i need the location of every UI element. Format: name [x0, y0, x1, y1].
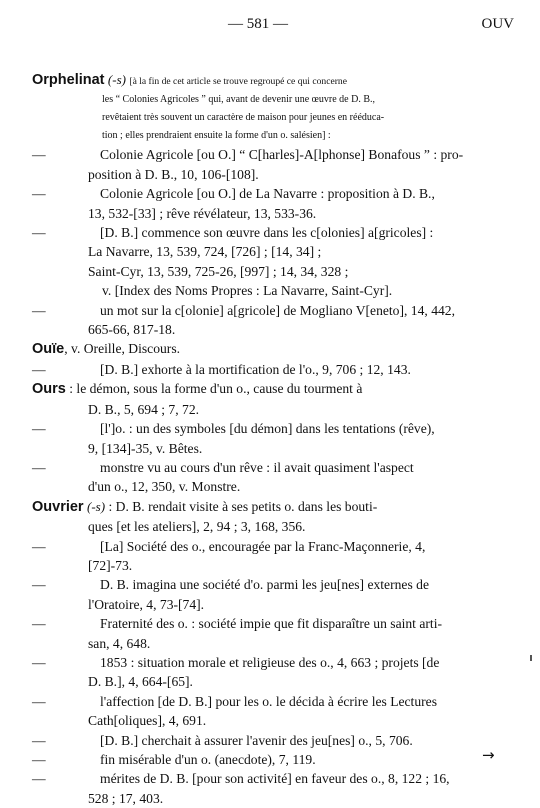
subentry: — Colonie Agricole [ou O.] de La Navarre : proposition à D. B., — [32, 186, 435, 202]
subentry: — fin misérable d'un o. (anecdote), 7, 119. — [32, 752, 316, 767]
subentry-cont: san, 4, 648. — [88, 635, 151, 651]
continue-arrow-icon: → — [482, 746, 495, 764]
entry-note: les “ Colonies Agricoles ” qui, avant de devenir une œuvre de D. B., — [102, 94, 375, 106]
subentry-cont: 665-66, 817-18. — [88, 322, 176, 338]
subentry: — [D. B.] exhorte à la mortification de l'o., 9, 706 ; 12, 143. — [32, 361, 411, 377]
subentry: — Fraternité des o. : société impie que fit disparaître un saint arti- — [32, 616, 443, 632]
subentry: — Colonie Agricole [ou O.] “ C[harles]-A[lphonse] Bonafous ” : pro- — [32, 147, 464, 163]
subentry-cont: position à D. B., 10, 106-[108]. — [88, 166, 259, 182]
subentry: — l'affection [de D. B.] pour les o. le décida à écrire les Lectures — [32, 693, 437, 709]
subentry: — [D. B.] cherchait à assurer l'avenir des jeu[nes] o., 5, 706. — [32, 732, 413, 748]
entry-plural-mark: (-s) — [107, 72, 126, 87]
subentry-cont: 528 ; 17, 403. — [88, 790, 164, 806]
page-number: — 581 — — [228, 16, 288, 32]
entry-note: tion ; elles prendraient ensuite la forme d'un o. salésien] : — [102, 130, 331, 142]
entry-text-cont: ques [et les ateliers], 2, 94 ; 3, 168, 356. — [88, 519, 306, 535]
subentry: — un mot sur la c[olonie] a[gricole] de Mogliano V[eneto], 14, 442, — [32, 302, 455, 318]
subentry-cont: l'Oratoire, 4, 73-[74]. — [88, 596, 205, 612]
subentry-cont: Cath[oliques], 4, 691. — [88, 713, 207, 729]
subentry: — monstre vu au cours d'un rêve : il avait quasiment l'aspect — [32, 459, 414, 475]
entry-orphelinat — [32, 70, 510, 339]
subentry: — D. B. imagina une société d'o. parmi les jeu[nes] externes de — [32, 577, 429, 593]
entry-headline — [32, 339, 510, 359]
entry-head: Ours — [32, 381, 66, 398]
index-content — [32, 70, 510, 808]
subentry-cont: 13, 532-[33] ; rêve révélateur, 13, 533-36. — [88, 205, 317, 221]
entry-text: , v. Oreille, Discours. — [64, 341, 181, 357]
subentry-cont: D. B.], 4, 664-[65]. — [88, 674, 193, 690]
entry-note: revêtaient très souvent un caractère de maison pour jeunes en rééduca- — [102, 112, 385, 124]
entry-ouie — [32, 339, 510, 379]
running-head: OUV — [481, 16, 514, 32]
subentry-cont: d'un o., 12, 350, v. Monstre. — [88, 479, 241, 495]
entry-text: : le démon, sous la forme d'un o., cause du tourment à — [65, 381, 363, 397]
entry-plural-mark: (-s) — [87, 498, 106, 514]
entry-ouvrier — [32, 497, 510, 808]
subentry-cont: Saint-Cyr, 13, 539, 725-26, [997] ; 14, 34, 328 ; — [88, 263, 349, 279]
entry-head: Ouvrier — [32, 498, 84, 515]
entry-headline — [32, 70, 510, 91]
subentry-cont: [72]-73. — [88, 557, 133, 573]
page-header — [0, 10, 540, 34]
subentry: — mérites de D. B. [pour son activité] en faveur des o., 8, 122 ; 16, — [32, 771, 450, 787]
subentry: — [D. B.] commence son œuvre dans les c[olonies] a[gricoles] : — [32, 225, 434, 241]
subentry-cont: La Navarre, 13, 539, 724, [726] ; [14, 34] ; — [88, 244, 322, 260]
entry-note: [à la fin de cet article se trouve regroupé ce qui concerne — [129, 76, 347, 87]
subentry: — [l']o. : un des symboles [du démon] dans les tentations (rêve), — [32, 421, 435, 437]
subentry-cont: v. [Index des Noms Propres : La Navarre, Saint-Cyr]. — [102, 283, 393, 299]
entry-headline — [32, 379, 510, 399]
entry-text-cont: D. B., 5, 694 ; 7, 72. — [88, 401, 200, 417]
margin-mark — [530, 655, 532, 661]
entry-head: Ouïe — [32, 341, 65, 358]
entry-text: : D. B. rendait visite à ses petits o. dans les bouti- — [105, 498, 378, 514]
entry-ours — [32, 379, 510, 496]
subentry-cont: 9, [134]-35, v. Bêtes. — [88, 440, 203, 456]
entry-head: Orphelinat — [32, 72, 105, 88]
subentry: — 1853 : situation morale et religieuse des o., 4, 663 ; projets [de — [32, 654, 440, 670]
entry-headline — [32, 497, 510, 517]
subentry: — [La] Société des o., encouragée par la Franc-Maçonnerie, 4, — [32, 538, 426, 554]
